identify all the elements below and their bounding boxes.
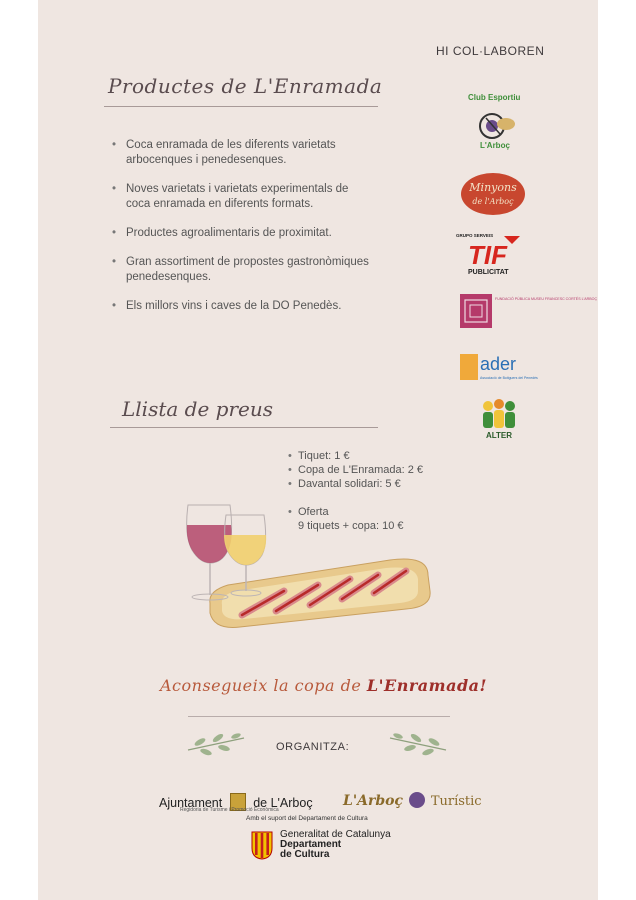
arboc-turistic-left: L'Arboç: [343, 793, 404, 809]
price-item: • Davantal solidari: 5 €: [288, 477, 423, 491]
generalitat-text: [280, 830, 391, 860]
organizers-divider: [188, 716, 450, 717]
product-item: • Coca enramada de les diferents varietats arbocenques i penedesenques.: [112, 138, 372, 168]
offer-detail-text: 9 tiquets + copa: 10 €: [298, 520, 404, 532]
tif-publicitat-logo: [454, 230, 526, 276]
products-divider: [104, 106, 378, 107]
fundacio-museu-logo: [458, 292, 598, 332]
product-item: • Noves varietats i varietats experimentals de coca enramada en diferents formats.: [112, 182, 372, 212]
products-list: [112, 138, 372, 314]
flower-emblem-icon: [409, 792, 425, 808]
support-note: Amb el suport del Departament de Cultura: [246, 815, 368, 822]
offer-label: • Oferta: [288, 505, 423, 519]
prices-divider: [110, 427, 378, 428]
svg-text:Associació de Botiguers del Pe: Associació de Botiguers del Penedès: [480, 376, 538, 380]
product-item: • Productes agroalimentaris de proximitat.: [112, 226, 372, 241]
arboc-turistic-right: Turístic: [430, 794, 482, 809]
organizers-heading: ORGANITZA:: [276, 741, 350, 753]
leaf-sprig-left-icon: [186, 730, 246, 756]
prices-heading: Llista de preus: [122, 397, 273, 421]
product-item: • Gran assortiment de propostes gastronòmiques penedesenques.: [112, 255, 372, 285]
generalitat-emblem-icon: [250, 830, 274, 860]
minyons-logo: [458, 170, 528, 218]
ader-logo: [458, 350, 538, 384]
price-item: • Tiquet: 1 €: [288, 449, 423, 463]
svg-text:TIF: TIF: [468, 240, 507, 270]
svg-text:ALTER: ALTER: [485, 431, 513, 440]
svg-text:L'Arboç: L'Arboç: [480, 141, 510, 150]
leaf-sprig-right-icon: [388, 730, 448, 756]
svg-text:GRUPO SERVEIS: GRUPO SERVEIS: [456, 233, 494, 238]
food-wine-illustration: [180, 495, 440, 640]
arboc-turistic-logo: [343, 792, 482, 809]
collaborators-heading: HI COL·LABOREN: [436, 44, 545, 58]
ajuntament-town-label: de L'Arboç: [253, 796, 313, 810]
club-esportiu-logo: [466, 90, 526, 150]
alter-logo: [474, 398, 524, 440]
department-line-1: Departament: [280, 839, 342, 850]
slogan: [160, 676, 487, 695]
generalitat-name: Generalitat de Catalunya: [280, 829, 391, 840]
svg-text:PUBLICITAT: PUBLICITAT: [468, 269, 509, 276]
svg-text:Club Esportiu: Club Esportiu: [468, 93, 521, 102]
svg-text:de l'Arboç: de l'Arboç: [472, 197, 514, 206]
slogan-lead: Aconsegueix la copa de: [160, 676, 362, 695]
products-heading: Productes de L'Enramada: [108, 74, 383, 98]
svg-text:FUNDACIÓ PÚBLICA MUSEU FRANCES: FUNDACIÓ PÚBLICA MUSEU FRANCESC CORTÉS L'ARBOÇ: [495, 297, 598, 301]
coca-enramada-illustration: [210, 559, 430, 627]
slogan-highlight: L'Enramada!: [366, 676, 488, 695]
ajuntament-subtitle: Regidoria de Turisme i Promoció Econòmica: [180, 807, 279, 813]
price-item: • Copa de L'Enramada: 2 €: [288, 463, 423, 477]
svg-text:Minyons: Minyons: [469, 181, 517, 194]
svg-text:ader: ader: [480, 354, 517, 374]
ajuntament-label: Ajuntament: [159, 796, 223, 810]
department-line-2: de Cultura: [280, 849, 330, 860]
product-item: • Els millors vins i caves de la DO Penedès.: [112, 299, 372, 314]
